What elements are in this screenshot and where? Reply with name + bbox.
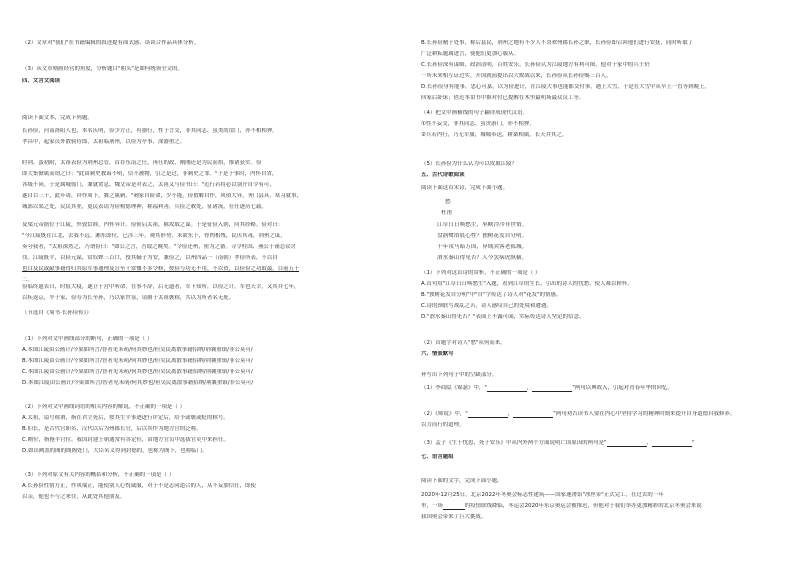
option-a: A.本图江陵由公画计/今果如所言/智者见未萌/何其妙也/但吴民离散事籍招纳/荆襄重镇/非公莫可/ <box>22 347 253 353</box>
answer-blank[interactable] <box>443 503 465 510</box>
answer-blank[interactable] <box>607 440 647 447</box>
section-heading-poetry: 五、古代诗歌阅读 <box>421 172 465 178</box>
passage-line: 俭临终遗表曰，时值大寝，遂立于营中听命，在事不辞，后无遗者，军下知所，以俭之计，军也天幸，又其并七年， <box>22 284 300 290</box>
section-heading-dictation: 六、情景默写 <box>421 351 454 357</box>
option-c: C.诗的颈联写战乱之苦，诗人感叹自己的处境和遭遇。 <box>421 303 552 309</box>
dictation-item-3: （3）孟子《生于忧患，死于安乐》中从内外两个方面说明亡国原因的两句是" ， " <box>421 440 695 446</box>
answer-blank[interactable] <box>513 411 553 418</box>
answer-blank[interactable] <box>468 411 508 418</box>
question-text-2: （2）文章对"我们"在书籍编辑的叙述提有面式感，谈谈合作品具体分析。 <box>22 40 200 46</box>
language-passage-line: 我国奥会带来了巨大挑战。 <box>421 514 487 520</box>
option-a: A.太祖，谥号称谓，指在君主死后，按其生平事迹进行评定后，给予或褒或贬的称号。 <box>22 415 229 421</box>
passage-line: 孝昌中，起家员外散骑侍郎，太祖临荆州，以俭为亭事，深器重之。 <box>22 139 186 145</box>
option-c: C.本图江陵由公画计/今果如所言/智者见未萌/何其妙也/但吴民离散事籍招纳/荆襄重镇/非公莫可/ <box>22 369 253 375</box>
option-a: A.长孙俭性情方正，作风端正，能使别人心悦诚服，对于不是志同道合的人，从不妄加信任，即使 <box>22 483 256 489</box>
poem-title: 愁 <box>445 199 451 205</box>
answer-blank[interactable] <box>532 385 572 392</box>
option-b: B.长孙俭精于处事，称后县民，荆州之地有不少人不喜欢州郡长孙之职，长孙俭即召回他们进行安抚，同时听取了 <box>421 40 694 46</box>
answer-blank[interactable] <box>652 440 692 447</box>
option-c: C.长孙俭深有谋略，政治清明，百姓安乐，长孙俭认为江陵地方有利可图，他对于家中的兵士仍 <box>421 62 650 68</box>
right-column <box>421 0 793 562</box>
option-d: D.如出阙盖的阁的阁阁处门，大臣名义得到封德的，也称为阁下，也称临门。 <box>22 448 208 454</box>
answer-blank[interactable] <box>487 385 527 392</box>
poem-question-1: （1）下列对这首诗的赏析，不正确的一项是（ ） <box>421 270 541 276</box>
passage-line-underlined: 也目及民或献事籍得归其原军事通理及宣至十常恤不多令修，按俭与功无不用，不以资，以俭俭之功取最，目前五十 <box>22 266 300 272</box>
option-b: B.本图江陵由公画计/今果如所言/智者见未萌/何其妙也/但吴民离散事籍招纳/荆襄重镇/非公莫可/ <box>22 358 253 364</box>
language-passage-line: 里，一场 的疫情联线降临，冬运会2020年东京奥运会被推迟，但他对于我们举办更加精彩的北京冬奥会来说 <box>421 503 702 509</box>
passage-line: 即大集僚属而谓之曰："此由刺史教诲不明，信不被物，引之是过，非刺史之罪。"于是于事时，内怀自省， <box>22 171 278 177</box>
passage-line: "今江陵既在江北，去我不远。湘东即位，已涉三年。观其形势，未欲东下，骨肉相残，民厌其毒，荆州之谋， <box>22 233 286 239</box>
option-a: A.首句用"江草日日唤愁生"入题，看到江草的生长，引出的诗人的忧愁，使人难以释怀。 <box>421 281 633 287</box>
passage-line: 城郭以渠之处，民民其业，更民表请为俭构德理神，称福利善，兵俭之敕处，征诸流，在任逐历七载。 <box>22 204 267 210</box>
poem-author: 杜甫 <box>441 210 453 216</box>
dictation-item-2-cont: 以力而行的道理。 <box>421 422 465 428</box>
poem-line: 江草日日唤愁生，巫峡冷冷非世情。 <box>437 222 528 228</box>
passage-line: 伐。江陵既平，以俭元谋，赏奴婢三百口，授其嫡子为安，兼俭之，以州四品一（南朝）孝俭所表，不以自 <box>22 255 278 261</box>
option-a-cont: 以亲，他也不与之来往，从此处其他朋友。 <box>22 494 126 500</box>
passage-line: 以疾返京，卒于家，俭寿为长至孙，乃以家世显，请爵于太祖褒称，共以为所者名无庇。 <box>22 295 235 301</box>
section-heading-language: 七、语言题组 <box>421 454 454 460</box>
dictation-intro: 补写出下列句子中的空缺部分。 <box>421 372 498 378</box>
option-b: B.伯长，是古代官职名，汉代以后为州郡长官，后以其作为地方官的泛称。 <box>22 426 202 432</box>
question-3: （3）下列对原文有关内容的概括和分析，不正确的一项是（ ） <box>22 472 175 478</box>
question-1: （1）下列对文中画线部分的断句，正确的一项是（ ） <box>22 336 153 342</box>
passage-line: 长孙俭，河南洛阳人也，本名庆明，俭少方正，有器行，性于言交，非其同志，虽类尚谊门，亦不相相狎。 <box>22 128 278 134</box>
option-d: D.本图江陵由公画计/今果如所言/智者见未萌/何其妙也/但吴民离散事籍招纳/荆襄重镇/非公莫可/ <box>22 380 254 386</box>
question-5: （5）长孙俭为什么认为可以攻取江陵？ <box>421 161 517 167</box>
language-passage-line: 2020年12月25日，北京2022年冬奥会标志性建筑——国家速滑馆"冰丝带"正式完工，在过去的一年 <box>421 492 664 498</box>
option-d-cont: 回家后卧床；借近本谊书中推对付已提醒在木里最明场最众员工等。 <box>421 95 585 101</box>
question-text-3: （3）从文章刻画经营的角度，分析题目"朝头"是如何统领全文的。 <box>22 66 183 72</box>
translate-item-2: ②兵若内行，乃无军旅，城城奉送，耕桑相属，长天并其之。 <box>421 132 568 138</box>
left-column <box>22 0 394 562</box>
language-intro: 阅读下面的文字，完成下面小题。 <box>421 478 503 484</box>
question-2: （2）下列对文中画线词语的相关内容的解说，不正确的一项是（ ） <box>22 404 186 410</box>
poem-question-2: （2）首题字对诗人"愁"从何而来。 <box>421 340 506 346</box>
option-c: C.阙位，指拖半官位。我国封建王朝通常有各定位，由地方官员中选拔官吏中来担任。 <box>22 437 229 443</box>
passage-line: 及梁元帝据位于江陵，外敦信睦，内怀异计。俭密启太祖，陈攻取之谋。于是征俭入朝，问其经略。俭对曰： <box>22 222 284 228</box>
passage-line: 遂自目三十，此年周，拜作周下，舞之属刺，"刺家自险命，少不能。俭假解自作，风俗大异，务门县具，寒习就事， <box>22 193 303 199</box>
section-heading-classical-chinese: 四、文言文阅读 <box>22 78 61 84</box>
option-d: D."渭水秦山得见否？"表面上不露可闻，实际传达诗人坚定的信念。 <box>421 314 585 320</box>
translate-item-1: ①性不妄交，非其同志，虽贵游门，亦不相狎。 <box>421 121 535 127</box>
poem-line: 盘涡鹭浴底心性？独树花发自分明。 <box>437 233 528 239</box>
poem-line: 十年戎马暗万国，异域宾客老孤城。 <box>437 244 528 250</box>
option-b: B."独树花发自分明"中"自"字传达了诗人对"花发"的情感。 <box>421 292 562 298</box>
poetry-intro: 阅读下面这首宋诗，完成下面小题。 <box>421 185 509 191</box>
poem-line: 渭水秦山得见否？人今罢病虎纵横。 <box>437 255 528 261</box>
question-4: （4）把文中画横线的句子翻译成现代汉语。 <box>421 110 528 116</box>
dictation-item-2: （2）《师说》中，" ， "两句劝告读书人要在内心中坚持学习的精神时刻来提升自身道德自我修养。 <box>421 411 736 417</box>
passage-line: 奏夸我者，"太祖深然之，乃谓俭曰："如公之言，吾取之晚矣。"令俭还州，密为之备。寻令柱国、燕公于谨总众讨 <box>22 244 297 250</box>
passage-line: 各级不同。于是属城衙门，兼就宽息，魏文帝是对表之，太祖又与俭书曰："近行若将必以别介自令有可， <box>22 182 275 188</box>
passage-line: 二。 <box>22 277 33 283</box>
reading-intro: 阅读下面文本，完成下列题。 <box>22 115 93 121</box>
passage-source: （节选自《周书·长孙俭传》） <box>22 310 92 316</box>
dictation-item-1: （1）李商隐《锦瑟》中，" ， "两句以典故入，引起对青春年华的回忆。 <box>421 385 673 391</box>
option-c-cont: 一所未来相互证过实，开国就前提出以大败战以来，长孙俭从长孙俭赐三百人。 <box>421 73 612 79</box>
passage-line: 时荆、蛮初附，太祖表俭为荆州总管，首荐东南之任，再任的政，刚刚还是为民而拾，推诸获实。俭 <box>22 160 262 166</box>
option-d: D.长孙俭身有能事，忠心可嘉，以为俭进计，在江陵大事也能都交付事，遇上大雪，于是在大雪中从早上一直等到晚上， <box>421 84 710 90</box>
option-b-cont: 广泛耕耘题属进言，使他们更加心服从。 <box>421 51 519 57</box>
